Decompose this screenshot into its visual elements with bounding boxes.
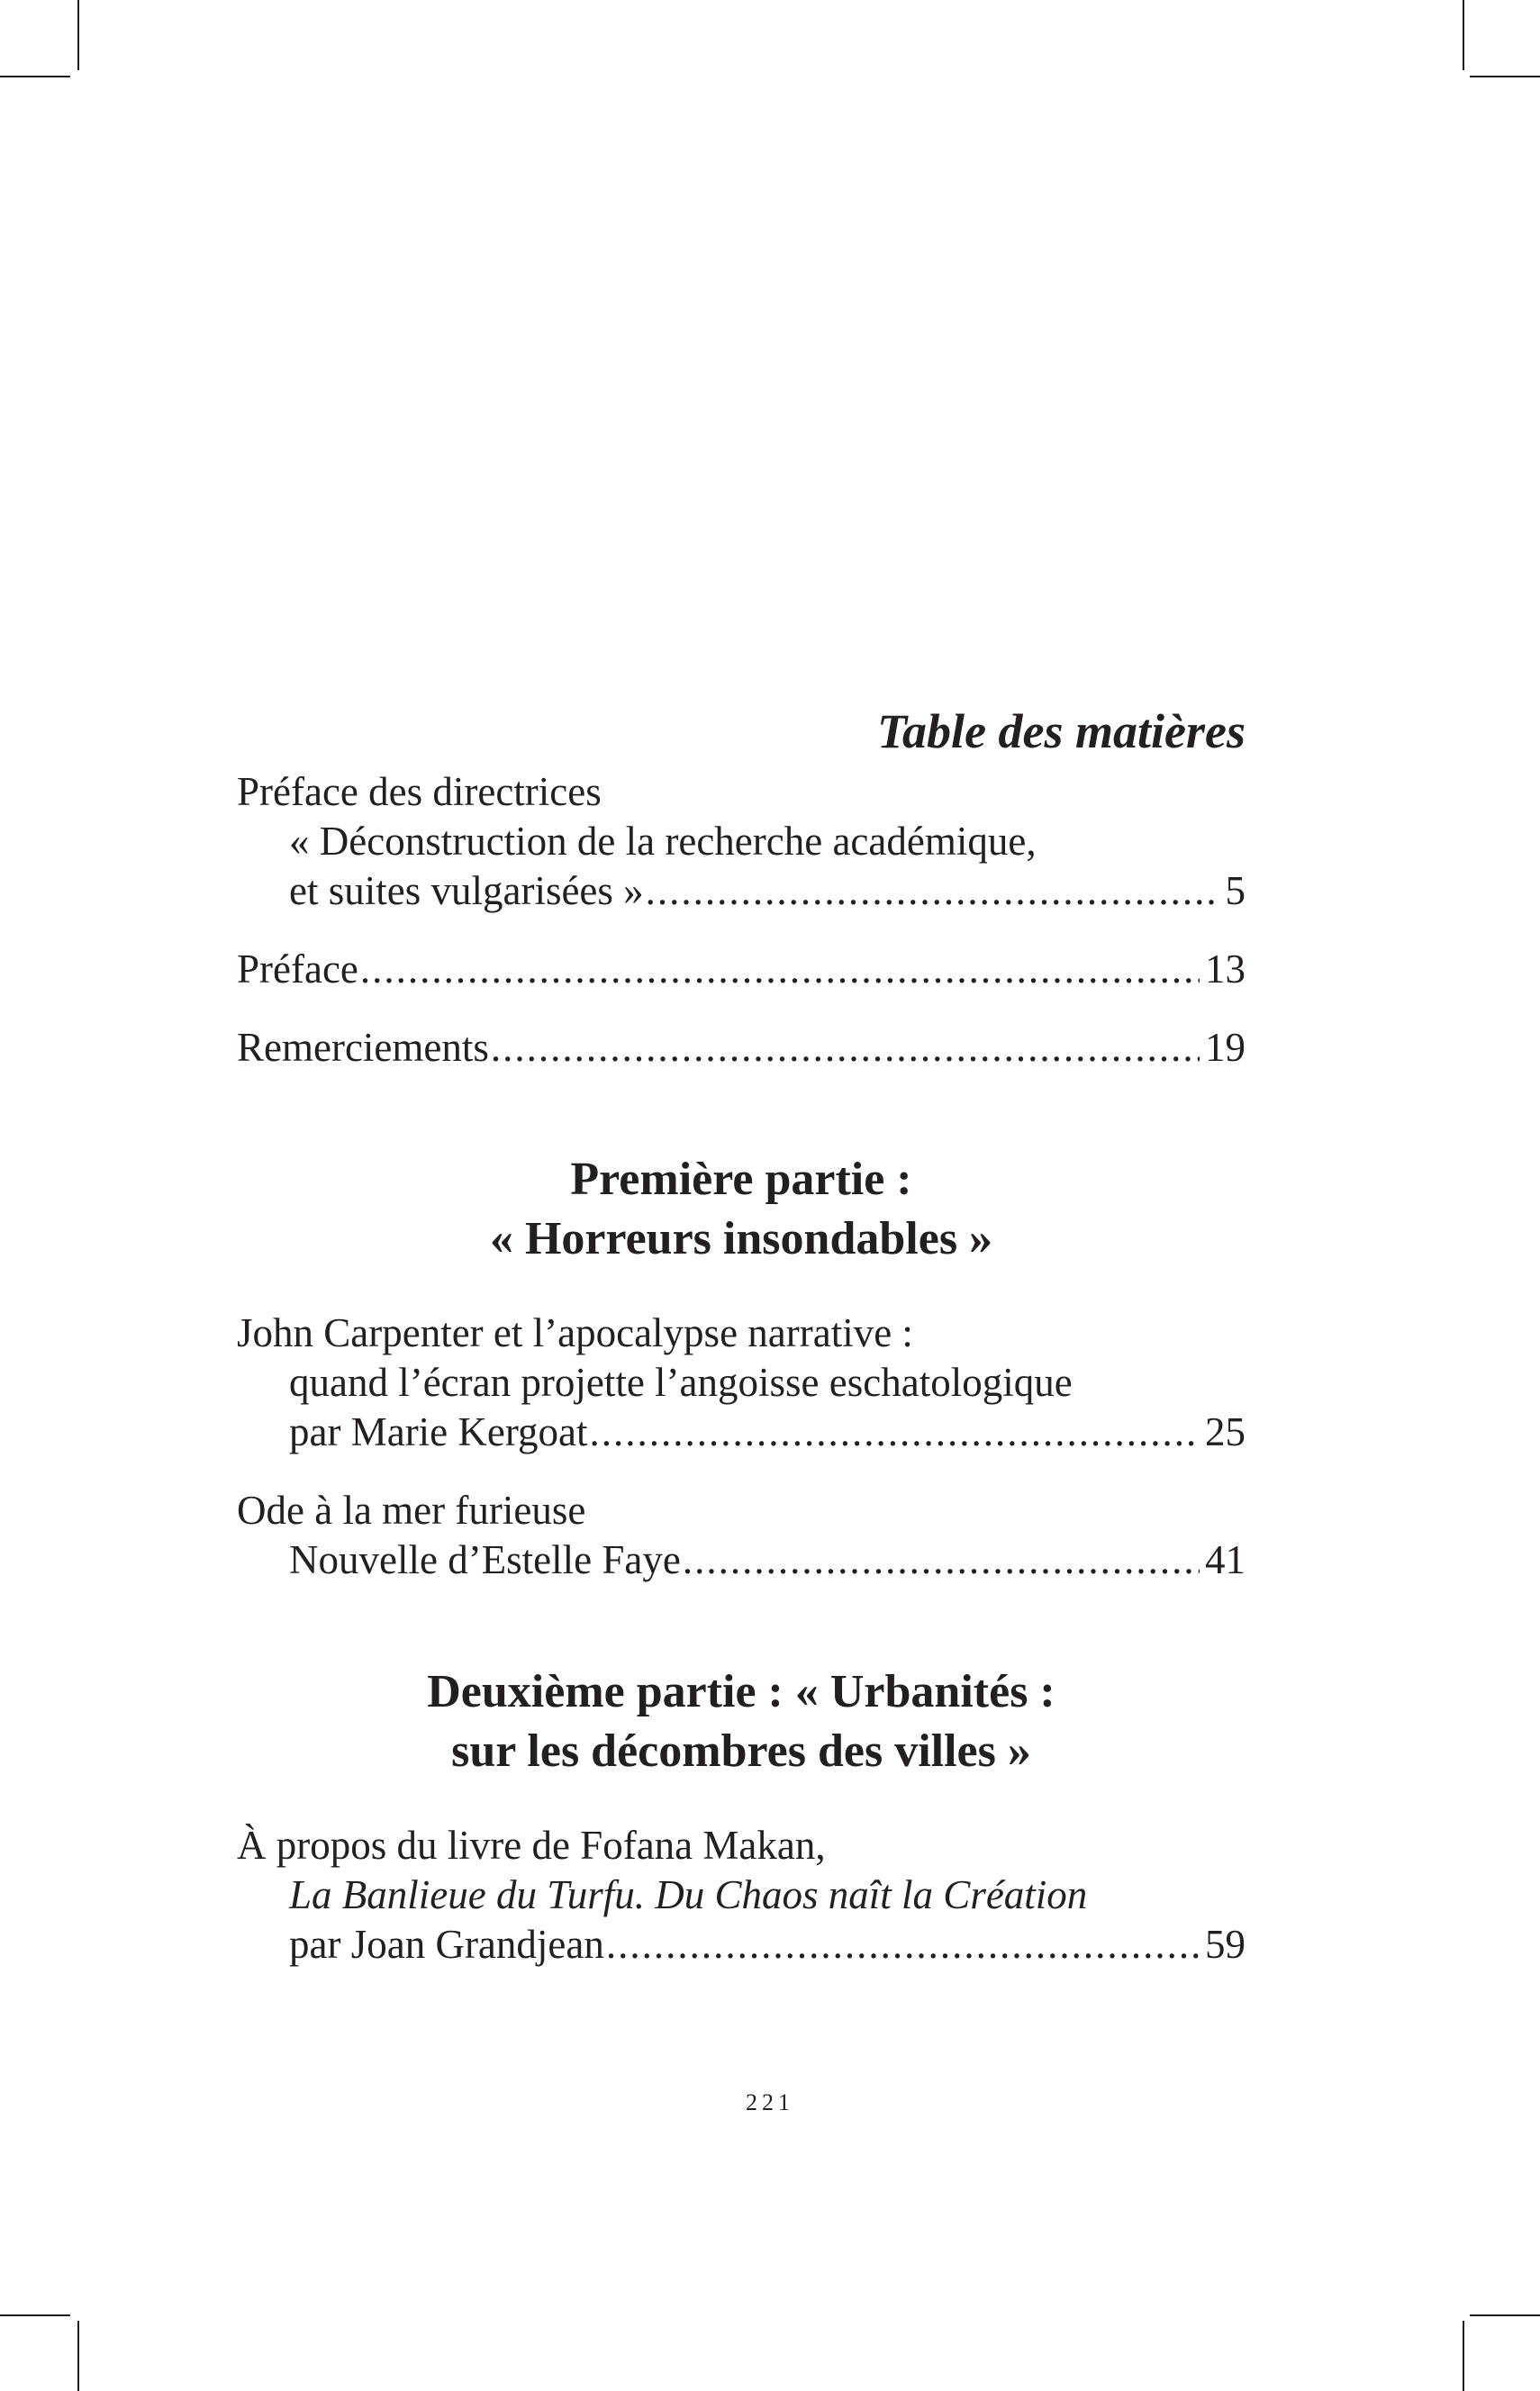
- toc-entry-ode[interactable]: [237, 1486, 1246, 1585]
- entry-title: À propos du livre de Fofana Makan,: [237, 1823, 826, 1868]
- entry-book-title: La Banlieue du Turfu. Du Chaos naît la Création: [289, 1872, 1088, 1917]
- crop-mark: [77, 0, 79, 70]
- dot-leader: [590, 1408, 1200, 1457]
- entry-leader-line: [237, 1920, 1246, 1970]
- crop-mark: [1463, 0, 1464, 70]
- page-number: 5: [1225, 868, 1246, 913]
- dot-leader: [360, 945, 1200, 994]
- part-heading-line: Première partie :: [570, 1154, 912, 1205]
- page-number: 13: [1205, 946, 1246, 992]
- dot-leader: [646, 866, 1220, 916]
- part-heading-line: sur les décombres des villes »: [451, 1725, 1031, 1777]
- entry-leader-line: [237, 945, 1246, 994]
- entry-leader-line: [237, 1023, 1246, 1073]
- entry-subtitle: « Déconstruction de la recherche académique,: [289, 819, 1037, 864]
- crop-mark: [1463, 2321, 1464, 2391]
- toc-entry-preface[interactable]: [237, 945, 1246, 994]
- crop-mark: [77, 2321, 79, 2391]
- toc-entry-remerciements[interactable]: [237, 1023, 1246, 1073]
- entry-leader-line: [237, 866, 1246, 916]
- entry-author: Nouvelle d’Estelle Faye: [289, 1537, 681, 1582]
- crop-mark: [1470, 76, 1540, 77]
- page-number: 41: [1205, 1537, 1246, 1582]
- entry-subtitle: quand l’écran projette l’angoisse eschatologique: [289, 1360, 1073, 1405]
- entry-text: et suites vulgarisées »: [289, 868, 644, 913]
- toc-entry-carpenter[interactable]: [237, 1309, 1246, 1457]
- page-folio: 221: [746, 2089, 794, 2115]
- page-title: Table des matières: [877, 704, 1246, 758]
- dot-leader: [606, 1920, 1200, 1970]
- toc-entry-preface-directrices[interactable]: [237, 767, 1246, 916]
- dot-leader: [683, 1535, 1200, 1585]
- crop-mark: [1470, 2314, 1540, 2316]
- entry-leader-line: [237, 1408, 1246, 1457]
- part-heading-line: Deuxième partie : « Urbanités :: [427, 1666, 1055, 1717]
- part-heading: [237, 1150, 1246, 1269]
- page-number: 59: [1205, 1922, 1246, 1967]
- part-heading-line: « Horreurs insondables »: [489, 1213, 993, 1264]
- crop-mark: [0, 2314, 70, 2316]
- crop-mark: [0, 76, 70, 77]
- dot-leader: [491, 1023, 1200, 1073]
- entry-text: Remerciements: [237, 1025, 489, 1070]
- page-number: 25: [1205, 1409, 1246, 1454]
- entry-title: Ode à la mer furieuse: [237, 1488, 586, 1533]
- entry-author: par Joan Grandjean: [289, 1922, 604, 1967]
- table-of-contents: [237, 702, 1246, 1970]
- toc-entry-fofana[interactable]: [237, 1821, 1246, 1970]
- page-number: 19: [1205, 1025, 1246, 1070]
- entry-title: Préface des directrices: [237, 769, 602, 814]
- entry-title: John Carpenter et l’apocalypse narrative :: [237, 1310, 913, 1355]
- entry-text: Préface: [237, 946, 358, 992]
- part-heading: [237, 1662, 1246, 1781]
- entry-leader-line: [237, 1535, 1246, 1585]
- entry-author: par Marie Kergoat: [289, 1409, 588, 1454]
